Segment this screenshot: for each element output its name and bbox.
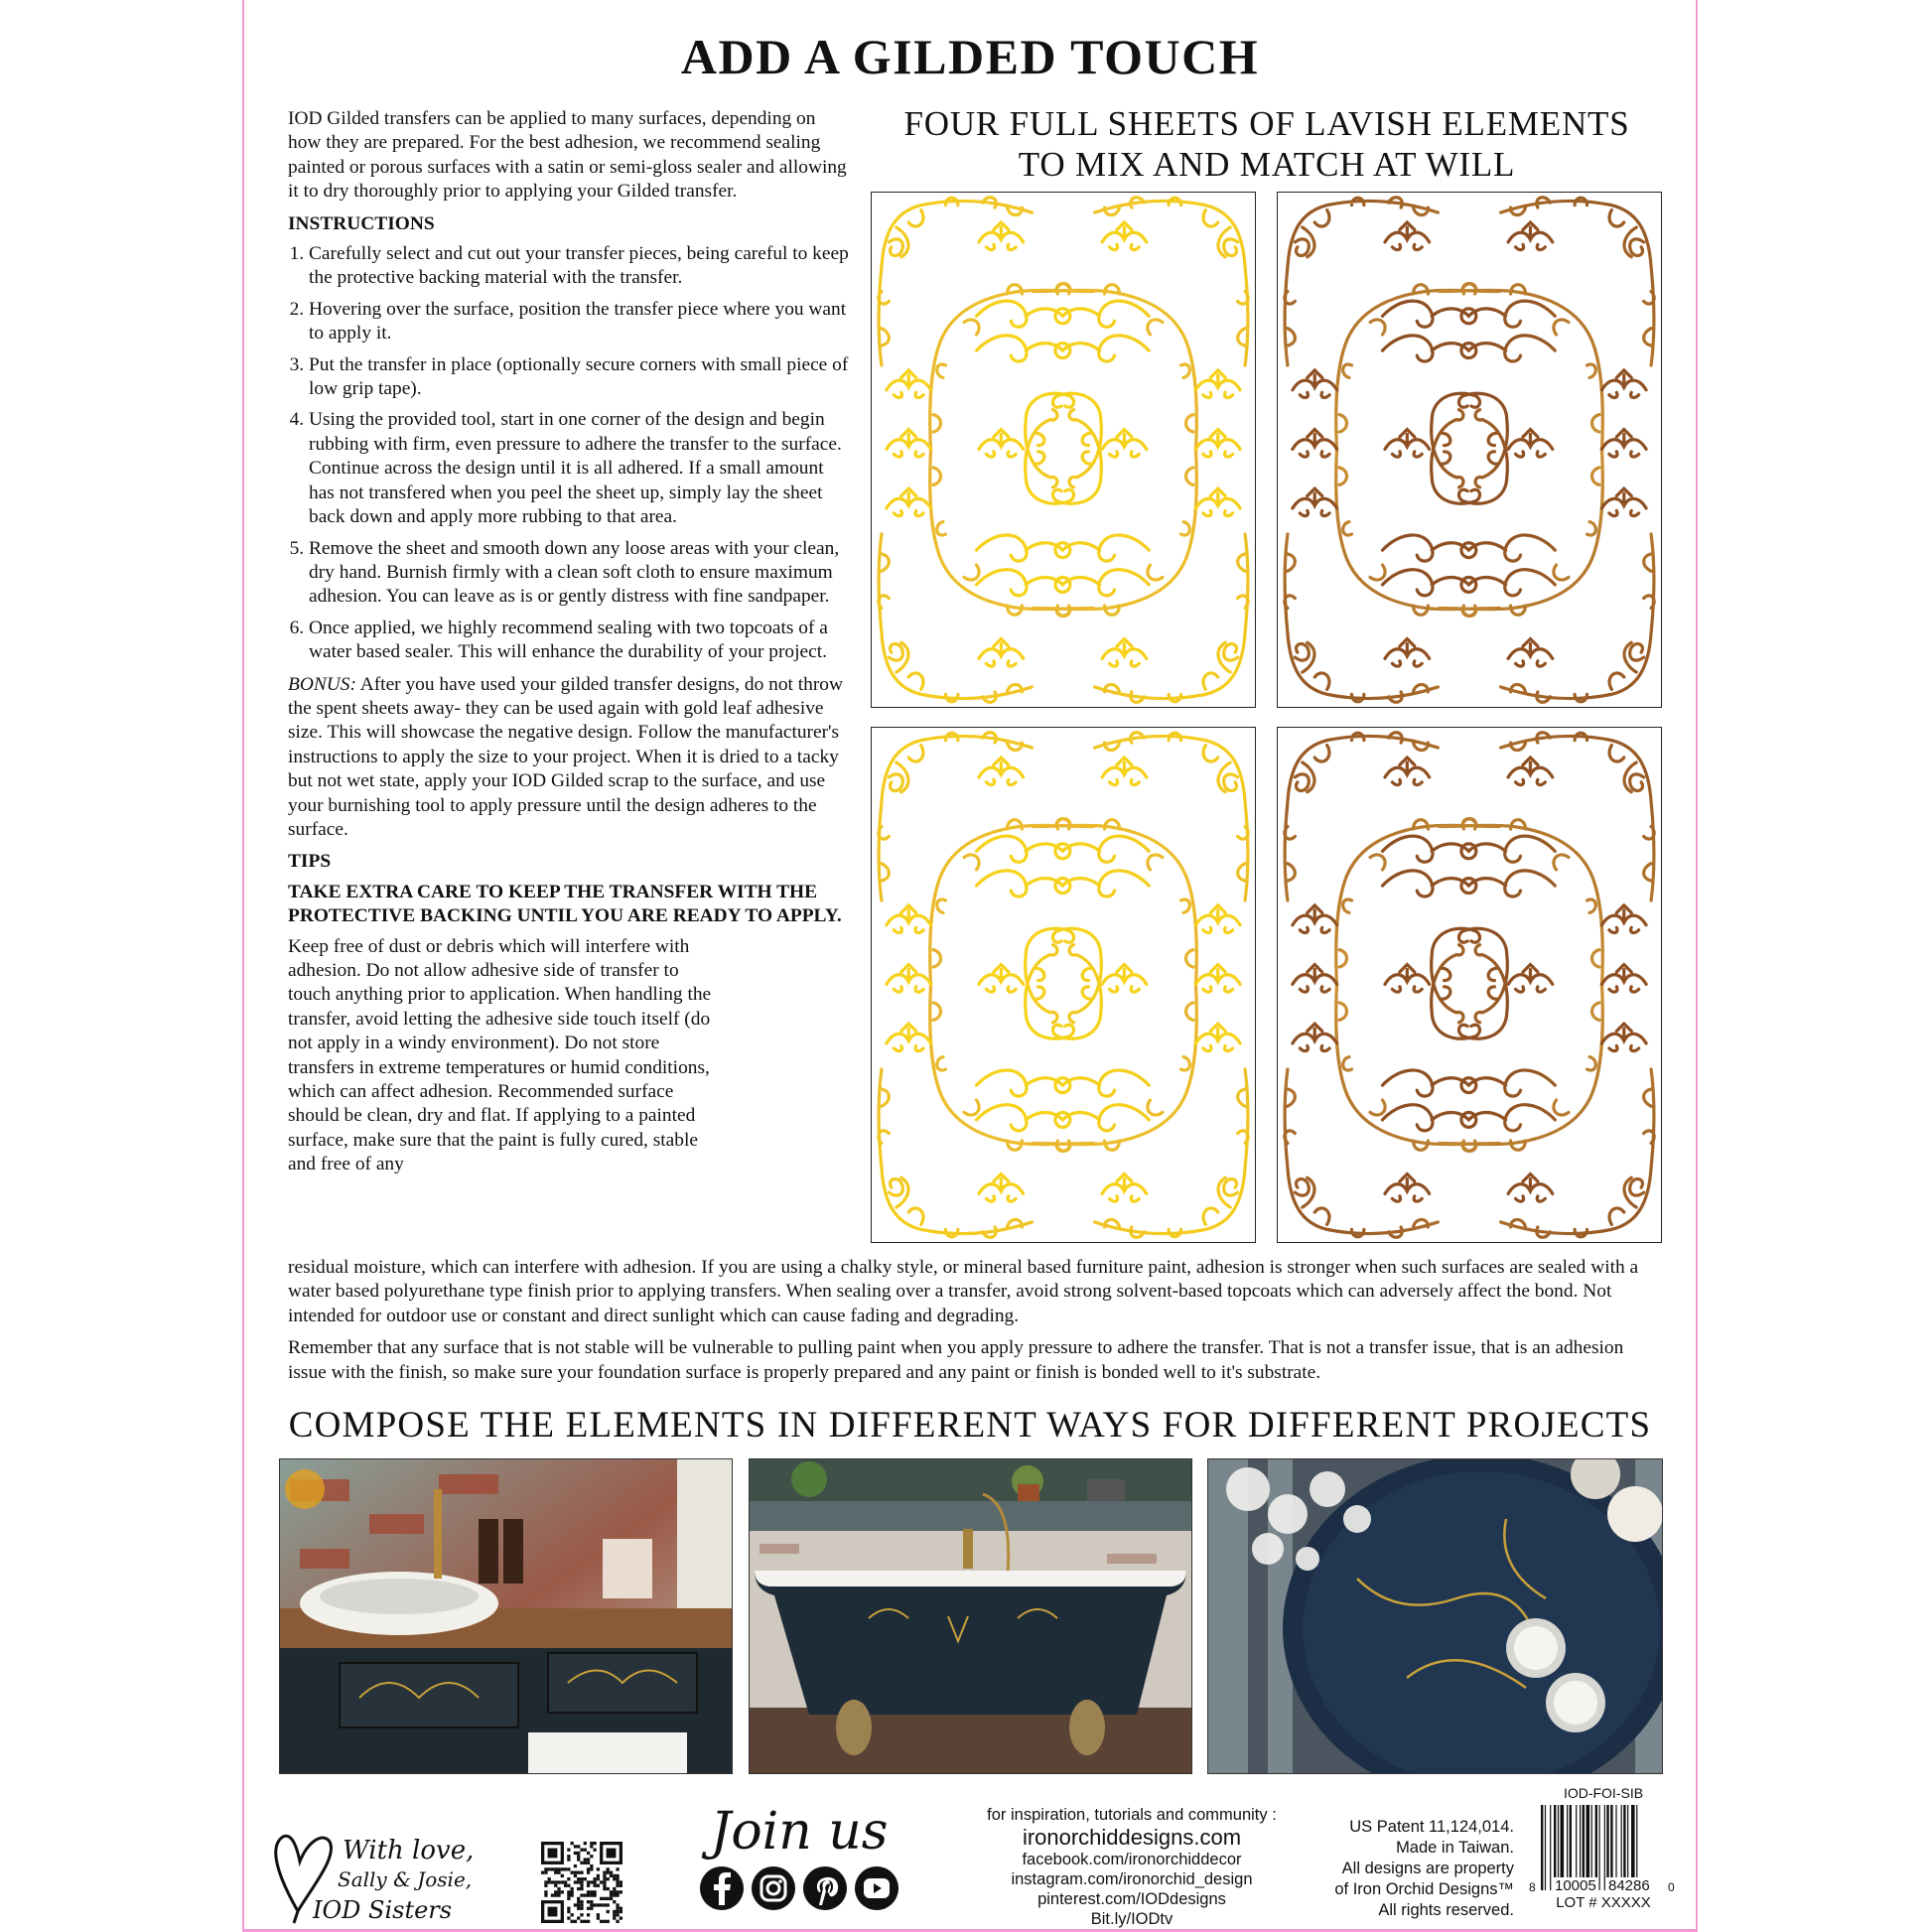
flourish-motif — [979, 758, 1024, 785]
scroll-ornament — [1382, 1105, 1555, 1131]
legal-text — [1311, 1817, 1514, 1921]
flourish-motif — [1601, 965, 1646, 993]
flourish-motif — [1293, 488, 1337, 516]
flourish-motif — [1195, 370, 1240, 398]
bracket-ornament — [1052, 928, 1101, 1023]
scroll-ornament — [1382, 336, 1555, 361]
flourish-motif — [1601, 905, 1646, 933]
page-border-right — [1696, 0, 1698, 1932]
bracket-ornament — [1026, 393, 1074, 487]
bracket-ornament — [1432, 945, 1480, 1039]
scroll-ornament — [976, 836, 1149, 862]
bracket-ornament — [1432, 393, 1480, 487]
corner-ornament — [1285, 1069, 1439, 1237]
made-in-text: Made in Taiwan. — [1396, 1839, 1514, 1857]
flourish-motif — [1385, 639, 1430, 667]
instructions-list — [288, 242, 850, 665]
corner-ornament — [879, 198, 1033, 365]
bracket-ornament — [1052, 393, 1101, 487]
flourish-motif — [979, 222, 1024, 250]
bonus-label: BONUS: — [288, 673, 356, 695]
inner-corner-ornament — [1336, 819, 1500, 987]
flourish-motif — [1508, 965, 1553, 993]
barcode-block — [1529, 1785, 1678, 1911]
sheets-heading-line: TO MIX AND MATCH AT WILL — [1018, 145, 1516, 184]
intro-paragraph: IOD Gilded transfers can be applied to many surfaces, depending on how they are prepared. For the best adhesion, we recommend sealing painted or porous surfaces with a satin or semi-gloss sealer and allowing it to dry thoroughly prior to applying your Gilded transfer. — [288, 108, 847, 203]
bracket-ornament — [1052, 945, 1101, 1039]
corner-ornament — [1501, 733, 1655, 900]
corner-ornament — [1501, 534, 1655, 702]
tips-continued — [288, 1256, 1664, 1393]
instruction-step: 1. Carefully select and cut out your transfer pieces, being careful to keep the protective backing material with the transfer. — [309, 242, 850, 291]
join-us-label: Join us — [710, 1802, 889, 1862]
patent-text: US Patent 11,124,014. — [1349, 1818, 1514, 1836]
barcode-digit: 8 — [1529, 1880, 1536, 1894]
facebook-icon[interactable] — [699, 1865, 745, 1911]
inner-corner-ornament — [930, 284, 1094, 452]
qr-code[interactable] — [541, 1842, 622, 1923]
ornaments — [879, 733, 1248, 1238]
website-link[interactable]: ironorchiddesigns.com — [1022, 1825, 1242, 1850]
instagram-icon[interactable] — [751, 1865, 796, 1911]
photo-clawfoot-bathtub — [749, 1458, 1192, 1774]
bracket-ornament — [1458, 410, 1507, 504]
tips-paragraph-2: Remember that any surface that is not stable will be vulnerable to pulling paint when you apply pressure to adhere the transfer. That is not a transfer issue, that is an adhesion issue with the finish, so make sure your foundation surface is properly prepared and any paint or finish is bonded well to it's substrate. — [288, 1337, 1624, 1383]
youtube-icon[interactable] — [854, 1865, 899, 1911]
ornaments — [879, 198, 1248, 703]
flourish-motif — [1508, 758, 1553, 785]
corner-ornament — [879, 534, 1033, 702]
corner-ornament — [1095, 198, 1249, 365]
corner-ornament — [1501, 198, 1655, 365]
ornaments — [1285, 733, 1654, 1238]
scroll-ornament — [976, 336, 1149, 361]
scroll-ornament — [976, 1070, 1149, 1096]
barcode-digits: 84286 — [1608, 1877, 1650, 1894]
instruction-step: 6. Once applied, we highly recommend sealing with two topcoats of a water based sealer. This will enhance the durability of your project. — [309, 617, 850, 665]
corner-ornament — [879, 1069, 1033, 1237]
flourish-motif — [887, 905, 931, 933]
corner-ornament — [1095, 733, 1249, 900]
barcode-digits: 10005 — [1555, 1877, 1596, 1894]
bracket-ornament — [1026, 410, 1074, 504]
bonus-text: After you have used your gilded transfer designs, do not throw the spent sheets away- they can be used again with gold leaf adhesive size. This will showcase the negative design. Follow the manufacturer's instructions to apply the size to your project. When it is dried to a tacky but not wet state, apply your IOD Gilded scrap to the surface, and use your burnishing tool to apply pressure until the design adheres to the surface. — [288, 673, 843, 840]
flourish-motif — [1102, 965, 1147, 993]
flourish-motif — [1195, 905, 1240, 933]
bracket-ornament — [1432, 410, 1480, 504]
tips-paragraph: Keep free of dust or debris which will interfere with adhesion. Do not allow adhesive side of transfer to touch anything prior to application. When handling the transfer, avoid letting the adhesive side touch itself (do not apply in a windy environment). Do not store transfers in extreme temperatures or humid conditions, which can affect adhesion. Recommended surface should be clean, dry and flat. If applying to a painted surface, make sure that the paint is fully cured, stable and free of any — [288, 935, 712, 1175]
instruction-step: 5. Remove the sheet and smooth down any loose areas with your clean, dry hand. Burnish firmly with a clean soft cloth to ensure maximum adhesion. You can leave as is or gently distress with fine sandpaper. — [309, 537, 850, 610]
transfer-sheet-4 — [1277, 727, 1662, 1243]
lot-number: LOT # XXXXX — [1556, 1894, 1651, 1911]
bracket-ornament — [1026, 928, 1074, 1023]
instructions-column — [288, 107, 850, 1185]
corner-ornament — [1285, 733, 1439, 900]
flourish-motif — [1601, 430, 1646, 458]
transfer-sheet-1 — [871, 192, 1256, 708]
flourish-motif — [1102, 430, 1147, 458]
pinterest-link[interactable]: pinterest.com/IODdesigns — [1037, 1890, 1226, 1908]
rights-text: All rights reserved. — [1378, 1901, 1514, 1919]
bracket-ornament — [1432, 928, 1480, 1023]
tips-warning: TAKE EXTRA CARE TO KEEP THE TRANSFER WITH THE PROTECTIVE BACKING UNTIL YOU ARE READY TO APPLY. — [288, 881, 842, 927]
flourish-motif — [887, 430, 931, 458]
instruction-step: 2. Hovering over the surface, position the transfer piece where you want to apply it. — [309, 298, 850, 346]
scroll-ornament — [1382, 535, 1555, 561]
compose-heading: COMPOSE THE ELEMENTS IN DIFFERENT WAYS FOR DIFFERENT PROJECTS — [288, 1405, 1652, 1446]
instruction-step: 4. Using the provided tool, start in one corner of the design and begin rubbing with firm, even pressure to adhere the transfer to the surface. Continue across the design until it is all adhered. If a small amount has not transfered when you peel the sheet up, simply lay the sheet back down and apply more rubbing to that area. — [309, 408, 850, 529]
gilded-ornament-sheet — [872, 193, 1255, 707]
page-border-left — [242, 0, 244, 1932]
inner-corner-ornament — [1336, 284, 1500, 452]
transfer-sheet-3 — [871, 727, 1256, 1243]
photo-vanity-with-sink — [279, 1458, 733, 1774]
flourish-motif — [887, 370, 931, 398]
flourish-motif — [1102, 1174, 1147, 1202]
scroll-ornament — [976, 570, 1149, 596]
inner-corner-ornament — [930, 819, 1094, 987]
scroll-ornament — [976, 871, 1149, 897]
flourish-motif — [1508, 1174, 1553, 1202]
flourish-motif — [1102, 222, 1147, 250]
bracket-ornament — [1458, 928, 1507, 1023]
scroll-ornament — [976, 301, 1149, 327]
youtube-link[interactable]: Bit.ly/IODtv — [1090, 1910, 1173, 1928]
flourish-motif — [1508, 430, 1553, 458]
photo-navy-tray-with-candles — [1207, 1458, 1663, 1774]
corner-ornament — [879, 733, 1033, 900]
instagram-link[interactable]: instagram.com/ironorchid_design — [1011, 1870, 1253, 1888]
instructions-heading: INSTRUCTIONS — [288, 212, 435, 234]
flourish-motif — [1508, 639, 1553, 667]
corner-ornament — [1501, 1069, 1655, 1237]
svg-text:With love,: With love, — [343, 1836, 475, 1865]
corner-ornament — [1285, 534, 1439, 702]
sku-label: IOD-FOI-SIB — [1563, 1785, 1644, 1801]
flourish-motif — [887, 965, 931, 993]
flourish-motif — [1385, 222, 1430, 250]
flourish-motif — [1508, 222, 1553, 250]
flourish-motif — [979, 1174, 1024, 1202]
corner-ornament — [1095, 1069, 1249, 1237]
vanity-photo — [280, 1459, 732, 1773]
ornaments — [1285, 198, 1654, 703]
flourish-motif — [1195, 488, 1240, 516]
flourish-motif — [1385, 1174, 1430, 1202]
scroll-ornament — [1382, 1070, 1555, 1096]
flourish-motif — [1601, 1024, 1646, 1051]
flourish-motif — [979, 430, 1024, 458]
scroll-ornament — [1382, 871, 1555, 897]
flourish-motif — [1195, 965, 1240, 993]
flourish-motif — [887, 488, 931, 516]
inspiration-text: for inspiration, tutorials and community : — [987, 1806, 1277, 1824]
flourish-motif — [1293, 430, 1337, 458]
svg-text:IOD Sisters: IOD Sisters — [313, 1896, 453, 1924]
signature-with-love — [268, 1817, 482, 1926]
svg-text:Sally & Josie,: Sally & Josie, — [338, 1867, 473, 1891]
instruction-step: 3. Put the transfer in place (optionally secure corners with small piece of low grip tape). — [309, 353, 850, 402]
facebook-link[interactable]: facebook.com/ironorchiddecor — [1022, 1851, 1242, 1868]
sheets-heading — [872, 103, 1662, 185]
flourish-motif — [1102, 758, 1147, 785]
flourish-motif — [1385, 965, 1430, 993]
join-us-block — [685, 1802, 913, 1926]
flourish-motif — [1195, 1024, 1240, 1051]
corner-ornament — [1285, 198, 1439, 365]
transfer-sheet-2 — [1277, 192, 1662, 708]
tray-photo — [1208, 1459, 1662, 1773]
flourish-motif — [887, 1024, 931, 1051]
bracket-ornament — [1026, 945, 1074, 1039]
flourish-motif — [1385, 758, 1430, 785]
gilded-ornament-sheet — [872, 728, 1255, 1242]
bonus-paragraph — [288, 673, 850, 843]
gilded-ornament-sheet — [1278, 193, 1661, 707]
social-links — [968, 1805, 1296, 1929]
tips-heading: TIPS — [288, 851, 332, 873]
pinterest-icon[interactable] — [802, 1865, 848, 1911]
tips-paragraph-continued: residual moisture, which can interfere with adhesion. If you are using a chalky style, or mineral based furniture paint, adhesion is stronger when such surfaces are sealed with a water based polyurethane type finish prior to applying transfers. When sealing over a transfer, avoid strong solvent-based topcoats which can adversely affect the bond. Not intended for outdoor use or constant and direct sunlight which can cause fading and degrading. — [288, 1257, 1639, 1326]
social-icons — [685, 1865, 913, 1911]
sheets-heading-line: FOUR FULL SHEETS OF LAVISH ELEMENTS — [903, 104, 1630, 143]
scroll-ornament — [1382, 301, 1555, 327]
flourish-motif — [1601, 370, 1646, 398]
flourish-motif — [979, 965, 1024, 993]
barcode-digit: 0 — [1668, 1880, 1675, 1894]
flourish-motif — [1601, 488, 1646, 516]
flourish-motif — [1102, 639, 1147, 667]
flourish-motif — [1293, 370, 1337, 398]
property-text: All designs are property — [1341, 1860, 1514, 1877]
page-title: ADD A GILDED TOUCH — [680, 29, 1260, 84]
scroll-ornament — [976, 535, 1149, 561]
flourish-motif — [1293, 1024, 1337, 1051]
flourish-motif — [979, 639, 1024, 667]
flourish-motif — [1293, 905, 1337, 933]
bracket-ornament — [1458, 945, 1507, 1039]
flourish-motif — [1293, 965, 1337, 993]
flourish-motif — [1385, 430, 1430, 458]
bracket-ornament — [1052, 410, 1101, 504]
scroll-ornament — [1382, 836, 1555, 862]
property-text: of Iron Orchid Designs™ — [1334, 1880, 1514, 1898]
scroll-ornament — [976, 1105, 1149, 1131]
flourish-motif — [1195, 430, 1240, 458]
bracket-ornament — [1458, 393, 1507, 487]
scroll-ornament — [1382, 570, 1555, 596]
corner-ornament — [1095, 534, 1249, 702]
bathtub-photo — [750, 1459, 1191, 1773]
gilded-ornament-sheet — [1278, 728, 1661, 1242]
